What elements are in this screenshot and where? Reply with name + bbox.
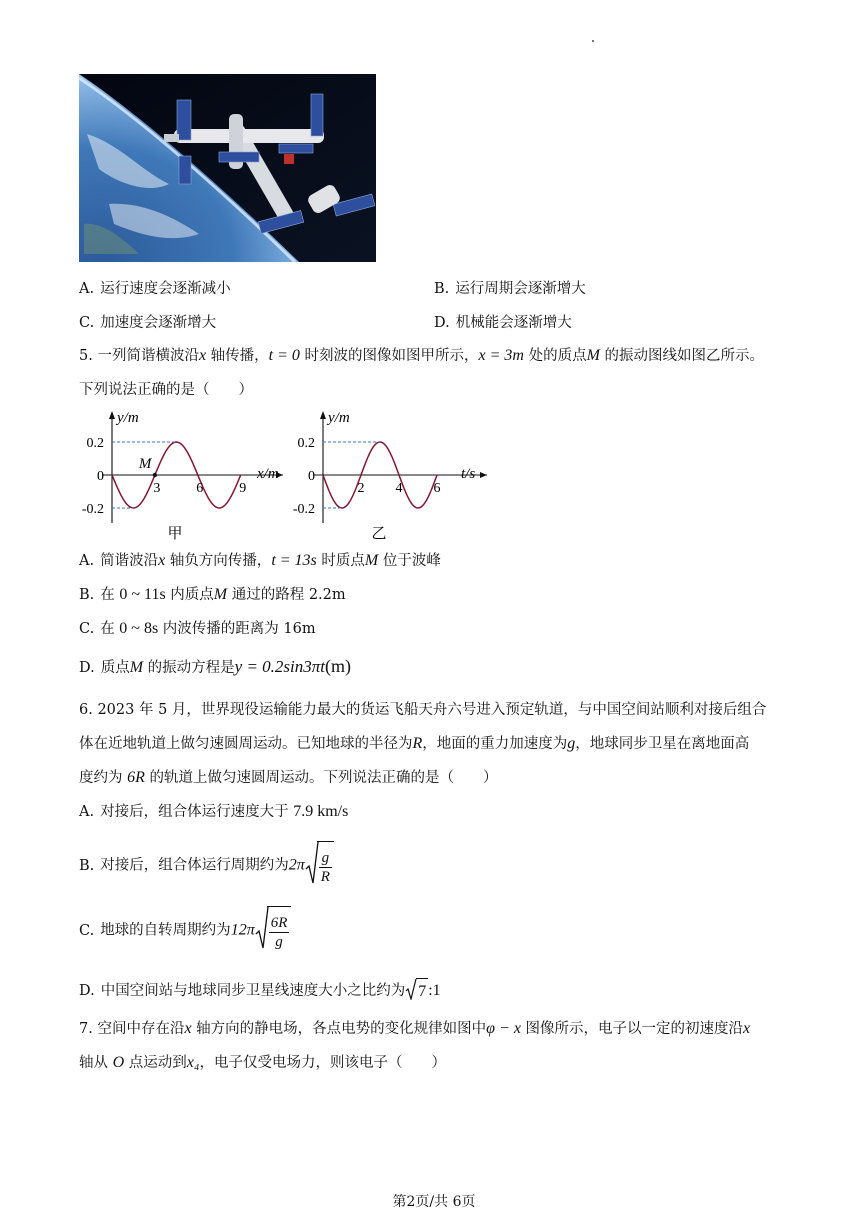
vibration-chart-yi bbox=[285, 405, 490, 545]
expr-phi-x: φ − x bbox=[486, 1020, 521, 1037]
option-label: B. bbox=[434, 281, 450, 297]
var-r: R bbox=[412, 735, 423, 752]
speed-value: 7.9 km/s bbox=[293, 803, 349, 820]
text: 简谐波沿 bbox=[100, 553, 159, 569]
text: 对接后，组合体运行速度大于 bbox=[100, 804, 289, 820]
x-tick-label: 2 bbox=[357, 481, 365, 496]
text: 内质点 bbox=[170, 587, 214, 603]
option-text: 机械能会逐渐增大 bbox=[455, 315, 572, 331]
text: 图像所示，电子以一定的初速度沿 bbox=[525, 1021, 744, 1037]
space-station-illustration bbox=[79, 74, 376, 262]
text: 度约为 bbox=[79, 770, 123, 786]
text: 轴负方向传播， bbox=[169, 553, 272, 569]
q7-stem-line-2 bbox=[79, 1053, 446, 1073]
coef: 12π bbox=[230, 921, 255, 939]
text: 点运动到 bbox=[128, 1055, 187, 1071]
x-tick-label: 3 bbox=[153, 481, 161, 496]
option-text: 加速度会逐渐增大 bbox=[100, 315, 217, 331]
speck bbox=[592, 40, 594, 42]
text: 在 bbox=[100, 587, 115, 603]
text: 轴方向的静电场，各点电势的变化规律如图中 bbox=[196, 1021, 487, 1037]
text: 时刻波的图像如图甲所示， bbox=[304, 348, 479, 364]
text: 中国空间站与地球同步卫星线速度大小之比约为 bbox=[100, 983, 406, 999]
text: 地球的自转周期约为 bbox=[100, 922, 231, 939]
option-label: B. bbox=[79, 857, 95, 874]
var-x: x bbox=[158, 552, 166, 569]
q6-stem-line-2 bbox=[79, 734, 749, 754]
text: 体在近地轨道上做匀速圆周运动。已知地球的半径为 bbox=[79, 736, 413, 752]
q4-option-c bbox=[79, 313, 216, 333]
numerator: g bbox=[321, 849, 330, 866]
var-m: M bbox=[364, 552, 379, 569]
fraction bbox=[319, 849, 332, 886]
text: 5. 一列简谐横波沿 bbox=[79, 348, 199, 364]
expr-6r: 6R bbox=[127, 769, 145, 786]
point-m bbox=[153, 473, 157, 477]
text: 的振动图线如图乙所示。 bbox=[604, 348, 765, 364]
y-axis-label: y/m bbox=[328, 410, 350, 426]
sqrt-expression bbox=[405, 978, 428, 1004]
option-text: 运行周期会逐渐增大 bbox=[455, 281, 586, 297]
expr-t13: t = 13s bbox=[271, 552, 317, 569]
y-axis-arrow bbox=[109, 411, 115, 419]
q6-option-d bbox=[79, 978, 441, 1004]
text: 轴从 bbox=[79, 1055, 108, 1071]
wave-chart-jia bbox=[79, 405, 284, 545]
radical-sign bbox=[305, 841, 319, 885]
radical-sign bbox=[405, 978, 417, 1000]
option-label: A. bbox=[79, 804, 95, 820]
ratio-tail: :1 bbox=[428, 982, 441, 999]
text: 的振动方程是 bbox=[147, 660, 235, 676]
option-label: B. bbox=[79, 587, 95, 603]
expr-range: 0 ~ 8s bbox=[119, 620, 159, 637]
text: ，地面的重力加速度为 bbox=[422, 736, 568, 752]
option-label: A. bbox=[79, 281, 95, 297]
text: 在 bbox=[100, 621, 115, 637]
expr-range: 0 ~ 11s bbox=[119, 586, 166, 603]
x-axis-arrow bbox=[480, 472, 487, 478]
y-tick-label: 0.2 bbox=[86, 436, 104, 451]
q6-option-a bbox=[79, 802, 348, 822]
text: 位于波峰 bbox=[382, 553, 441, 569]
sqrt-expression bbox=[255, 906, 292, 955]
q6-option-b bbox=[79, 841, 334, 890]
q6-stem-line-3 bbox=[79, 768, 498, 788]
q4-option-d bbox=[434, 313, 572, 333]
text: 7. 空间中存在沿 bbox=[79, 1021, 185, 1037]
var-g: g bbox=[567, 735, 576, 752]
option-label: C. bbox=[79, 315, 95, 331]
q5-option-a bbox=[79, 551, 441, 571]
numerator: 6R bbox=[270, 914, 288, 931]
sqrt-expression bbox=[305, 841, 334, 890]
q4-option-a bbox=[79, 279, 231, 299]
text: 处的质点 bbox=[528, 348, 587, 364]
equation: y = 0.2sin3πt bbox=[234, 657, 326, 676]
text: 的轨道上做匀速圆周运动。下列说法正确的是（ ） bbox=[149, 770, 498, 786]
var-x4: x₄ bbox=[186, 1054, 200, 1071]
text: 对接后，组合体运行周期约为 bbox=[100, 857, 289, 874]
unit: (m) bbox=[325, 656, 352, 676]
x-axis-label: t/s bbox=[461, 466, 476, 482]
page-footer: 第2页/共 6页 bbox=[392, 1194, 476, 1210]
fraction bbox=[269, 914, 290, 951]
radical-sign bbox=[255, 906, 269, 950]
radicand: 7 bbox=[416, 978, 428, 1004]
option-label: D. bbox=[434, 315, 450, 331]
q5-option-b bbox=[79, 585, 346, 605]
x-tick-label: 9 bbox=[239, 481, 247, 496]
denominator: g bbox=[269, 932, 290, 951]
y-tick-label: -0.2 bbox=[292, 502, 315, 517]
var-o: O bbox=[112, 1054, 125, 1071]
q7-stem-line-1 bbox=[79, 1019, 750, 1039]
q5-option-d bbox=[79, 656, 351, 678]
option-label: C. bbox=[79, 621, 95, 637]
option-label: D. bbox=[79, 660, 95, 676]
text: 质点 bbox=[100, 660, 130, 676]
q5-option-c bbox=[79, 619, 316, 639]
option-text: 运行速度会逐渐减小 bbox=[100, 281, 231, 297]
y-axis-arrow bbox=[320, 411, 326, 419]
point-m-label: M bbox=[138, 456, 152, 472]
space-station-photo bbox=[79, 74, 376, 262]
y-tick-label: 0 bbox=[97, 469, 104, 484]
option-label: C. bbox=[79, 922, 95, 939]
text: ，电子仅受电场力，则该电子（ ） bbox=[199, 1055, 446, 1071]
var-m: M bbox=[129, 659, 144, 676]
expr-t0: t = 0 bbox=[268, 347, 300, 364]
text: 内波传播的距离为 16m bbox=[162, 621, 316, 637]
chart-caption: 乙 bbox=[371, 526, 387, 542]
expr-x3: x = 3m bbox=[478, 347, 524, 364]
text: 通过的路程 2.2m bbox=[231, 587, 346, 603]
q6-option-c bbox=[79, 906, 291, 955]
var-x: x bbox=[184, 1020, 192, 1037]
x-tick-label: 6 bbox=[196, 481, 204, 496]
denominator: R bbox=[320, 868, 330, 885]
var-m: M bbox=[586, 347, 600, 364]
var-x: x bbox=[743, 1020, 751, 1037]
var-m: M bbox=[213, 586, 228, 603]
coef: 2π bbox=[288, 856, 305, 874]
x-axis-label: x/m bbox=[257, 466, 279, 482]
y-tick-label: -0.2 bbox=[81, 502, 104, 517]
y-tick-label: 0.2 bbox=[297, 436, 315, 451]
y-axis-label: y/m bbox=[117, 410, 139, 426]
q5-stem-line-2: 下列说法正确的是（ ） bbox=[79, 382, 253, 398]
x-tick-label: 4 bbox=[395, 481, 403, 496]
option-label: D. bbox=[79, 983, 95, 999]
text: ，地球同步卫星在离地面高 bbox=[575, 736, 750, 752]
q6-stem-line-1: 6. 2023 年 5 月，世界现役运输能力最大的货运飞船天舟六号进入预定轨道，与中国空间站顺利对接后组合 bbox=[79, 702, 767, 718]
var-x: x bbox=[198, 347, 207, 364]
q5-stem-line-1 bbox=[79, 346, 764, 366]
q4-option-b bbox=[434, 279, 586, 299]
text: 时质点 bbox=[321, 553, 365, 569]
text: 轴传播， bbox=[210, 348, 269, 364]
x-tick-label: 6 bbox=[433, 481, 441, 496]
chart-caption: 甲 bbox=[167, 526, 183, 542]
y-tick-label: 0 bbox=[308, 469, 315, 484]
option-label: A. bbox=[79, 553, 95, 569]
